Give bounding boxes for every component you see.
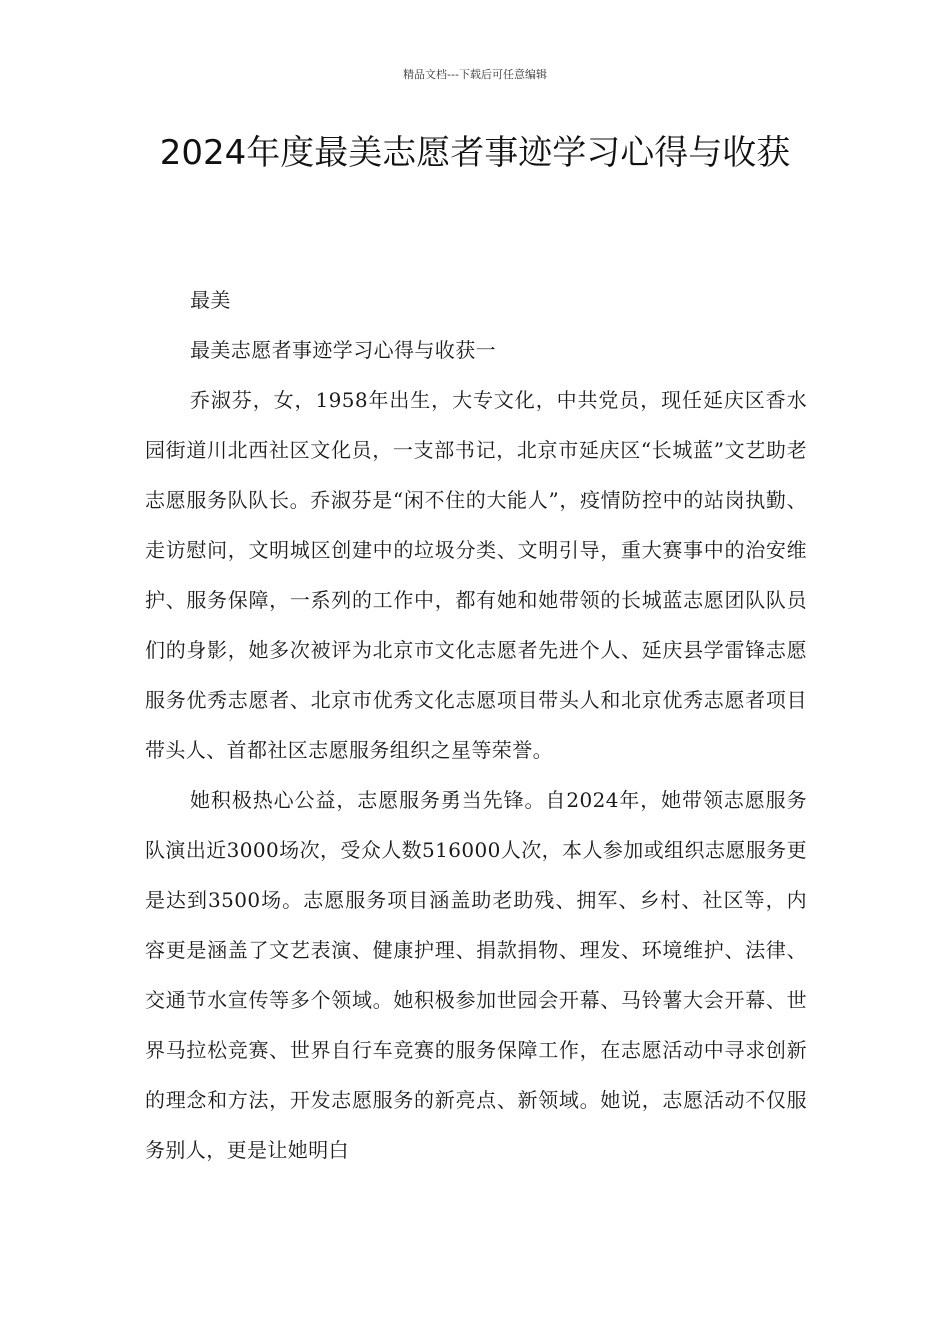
- paragraph-service: 她积极热心公益，志愿服务勇当先锋。自2024年，她带领志愿服务队演出近3000场次，受众人数516000人次，本人参加或组织志愿服务更是达到3500场。志愿服务项目涵盖助老助残、拥军、乡村、社区等，内容更是涵盖了文艺表演、健康护理、捐款捐物、理发、环境维护、法律、交通节水宣传等多个领域。她积极参加世园会开幕、马铃薯大会开幕、世界马拉松竞赛、世界自行车竞赛的服务保障工作，在志愿活动中寻求创新的理念和方法，开发志愿服务的新亮点、新领域。她说，志愿活动不仅服务别人，更是让她明白: [145, 788, 807, 1162]
- document-title: 2024年度最美志愿者事迹学习心得与收获: [159, 133, 791, 173]
- paragraph-heading-short: 最美: [190, 288, 231, 312]
- paragraph-biography: 乔淑芬，女，1958年出生，大专文化，中共党员，现任延庆区香水园街道川北西社区文化员，一支部书记，北京市延庆区“长城蓝”文艺助老志愿服务队队长。乔淑芬是“闲不住的大能人”，疫情防控中的站岗执勤、走访慰问，文明城区创建中的垃圾分类、文明引导，重大赛事中的治安维护、服务保障，一系列的工作中，都有她和她带领的长城蓝志愿团队队员们的身影，她多次被评为北京市文化志愿者先进个人、延庆县学雷锋志愿服务优秀志愿者、北京市优秀文化志愿项目带头人和北京优秀志愿者项目带头人、首都社区志愿服务组织之星等荣誉。: [145, 388, 807, 762]
- paragraph-section-title: 最美志愿者事迹学习心得与收获一: [190, 338, 496, 362]
- header-note: 精品文档---下载后可任意编辑: [403, 68, 547, 81]
- document-body: [145, 275, 807, 1175]
